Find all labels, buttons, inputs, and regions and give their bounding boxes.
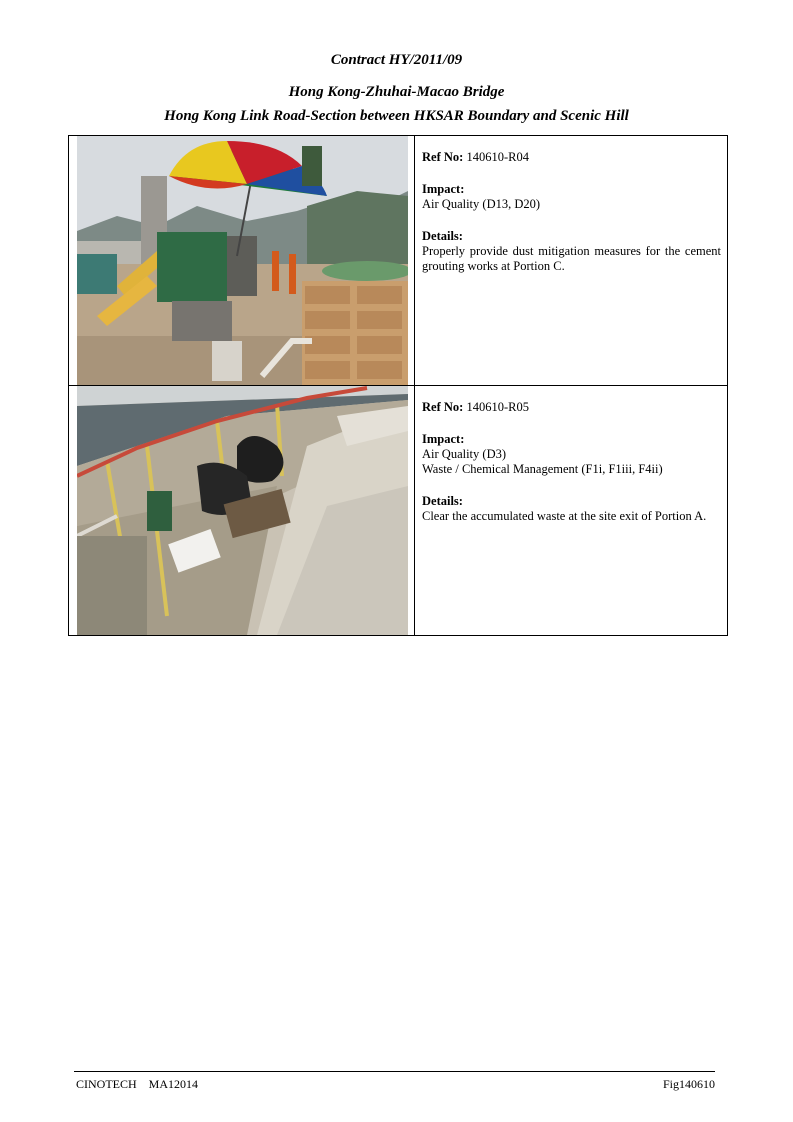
photo-cell — [69, 386, 415, 636]
contract-title: Contract HY/2011/09 — [330, 52, 463, 68]
waste-site-exit-photo — [77, 386, 408, 635]
observation-row — [69, 386, 728, 636]
details-text: Clear the accumulated waste at the site exit of Portion A. — [422, 509, 707, 523]
ref-label: Ref No: — [422, 150, 464, 164]
section-title: Hong Kong Link Road-Section between HKSAR Boundary and Scenic Hill — [164, 108, 629, 124]
impact-item: Waste / Chemical Management (F1i, F1iii, F4ii) — [422, 462, 663, 476]
ref-number: 140610-R04 — [466, 150, 529, 164]
footer-company: CINOTECH — [76, 1077, 137, 1091]
ref-label: Ref No: — [422, 400, 464, 414]
project-title: Hong Kong-Zhuhai-Macao Bridge — [288, 84, 505, 100]
photo-cell — [69, 136, 415, 386]
ref-number: 140610-R05 — [466, 400, 529, 414]
ref-line — [422, 150, 721, 165]
details-label: Details: — [422, 494, 463, 508]
footer-figure-number: Fig140610 — [662, 1077, 715, 1091]
observation-details-cell — [415, 386, 728, 636]
impact-label: Impact: — [422, 182, 465, 196]
impact-label: Impact: — [422, 432, 465, 446]
footer-rule — [74, 1071, 715, 1072]
footer-left — [76, 1077, 198, 1092]
impact-item: Air Quality (D3) — [422, 447, 507, 461]
observation-row — [69, 136, 728, 386]
details-label: Details: — [422, 229, 463, 243]
construction-site-umbrella-photo — [77, 136, 408, 385]
observation-table — [68, 135, 728, 636]
footer-doc-code: MA12014 — [148, 1077, 199, 1091]
details-text: Properly provide dust mitigation measures for the cement grouting works at Portion C. — [422, 244, 721, 273]
impact-item: Air Quality (D13, D20) — [422, 197, 541, 211]
observation-details-cell — [415, 136, 728, 386]
ref-line — [422, 400, 721, 415]
